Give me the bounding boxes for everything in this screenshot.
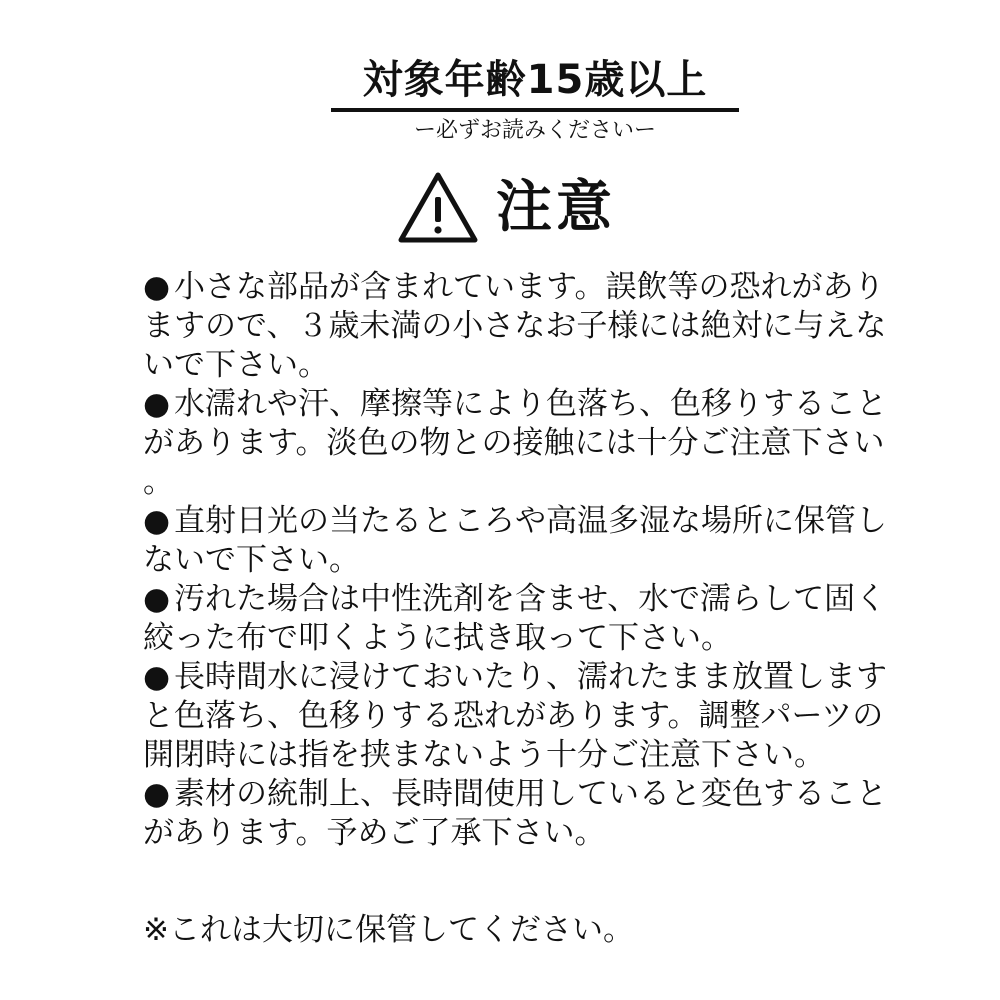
- caution-title: 注意: [496, 175, 616, 240]
- storage-note: ※これは大切に保管してください。: [143, 912, 634, 948]
- caution-item-text: 水濡れや汗、摩擦等により色落ち、色移りすることがあります。淡色の物との接触には十分ご注意下さい。: [143, 386, 887, 500]
- caution-item-text: 汚れた場合は中性洗剤を含ませ、水で濡らして固く絞った布で叩くように拭き取って下さい。: [143, 581, 887, 656]
- read-carefully-subtitle: ー必ずお読みくださいー: [413, 118, 656, 143]
- bullet-icon: ●: [143, 386, 171, 422]
- caution-item: [143, 385, 888, 502]
- bullet-icon: ●: [143, 659, 171, 695]
- bullet-icon: ●: [143, 503, 171, 539]
- warning-triangle-icon: [396, 170, 480, 246]
- caution-item: [143, 658, 888, 775]
- caution-item: [143, 580, 888, 658]
- bullet-icon: ●: [143, 269, 171, 305]
- caution-item-text: 長時間水に浸けておいたり、濡れたまま放置しますと色落ち、色移りする恐れがあります。調整パーツの開閉時には指を挟まないよう十分ご注意下さい。: [143, 659, 887, 773]
- caution-item-text: 小さな部品が含まれています。誤飲等の恐れがありますので、３歳未満の小さなお子様には絶対に与えないで下さい。: [143, 269, 887, 383]
- bullet-icon: ●: [143, 581, 171, 617]
- caution-item-text: 素材の統制上、長時間使用していると変色することがあります。予めご了承下さい。: [143, 776, 887, 851]
- caution-item: [143, 502, 888, 580]
- caution-item: [143, 775, 888, 853]
- bullet-icon: ●: [143, 776, 171, 812]
- caution-item: [143, 268, 888, 385]
- age-requirement-title: 対象年齢15歳以上: [362, 57, 708, 103]
- title-underline: [331, 108, 739, 112]
- caution-list: [143, 268, 888, 853]
- caution-item-text: 直射日光の当たるところや高温多湿な場所に保管しないで下さい。: [143, 503, 887, 578]
- warning-heading: [396, 168, 616, 248]
